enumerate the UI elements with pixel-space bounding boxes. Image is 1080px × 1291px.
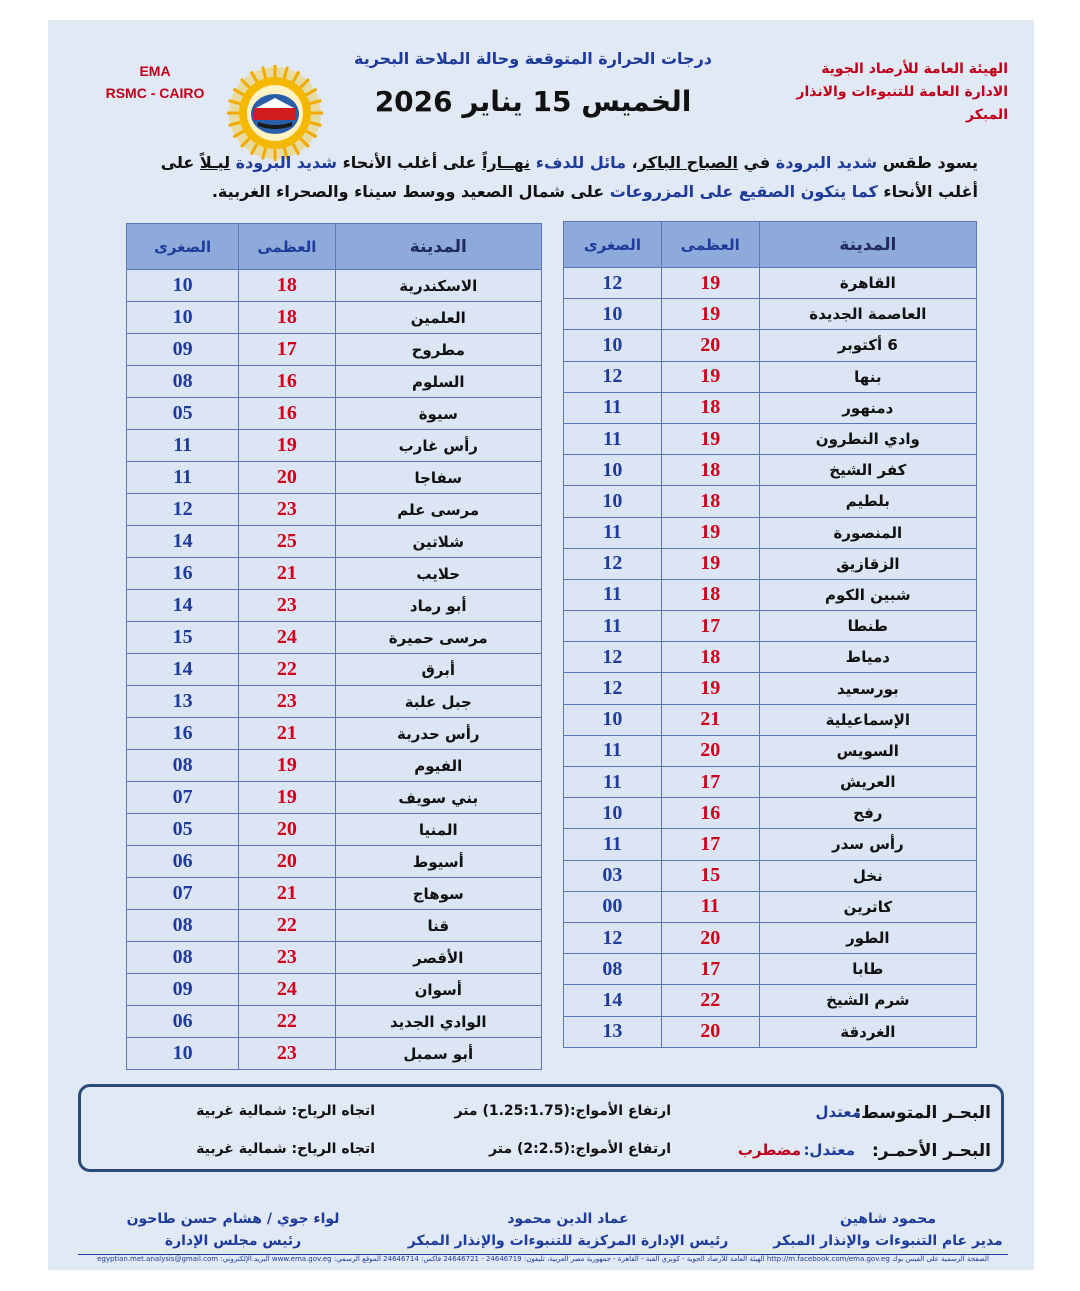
max-temp-cell: 20 xyxy=(239,846,335,878)
table-row xyxy=(564,829,977,860)
summary-underlined: الصباح الباكر xyxy=(637,153,738,172)
table-row xyxy=(127,622,542,654)
max-temp-cell: 18 xyxy=(661,579,759,610)
max-temp-cell: 18 xyxy=(661,642,759,673)
city-cell: بلطيم xyxy=(759,486,976,517)
weather-summary xyxy=(158,148,978,206)
table-header-row xyxy=(564,222,977,268)
min-temp-cell: 03 xyxy=(564,860,662,891)
med-sea-name: البحـر المتوسط: xyxy=(854,1103,991,1123)
min-temp-cell: 06 xyxy=(127,1006,239,1038)
max-temp-cell: 18 xyxy=(239,302,335,334)
min-temp-cell: 10 xyxy=(127,1038,239,1070)
med-sea-state: معتدل xyxy=(815,1103,861,1121)
summary-text: في xyxy=(737,153,776,172)
city-cell: المنصورة xyxy=(759,517,976,548)
city-cell: كاترين xyxy=(759,891,976,922)
table-row xyxy=(564,486,977,517)
min-temp-cell: 08 xyxy=(564,954,662,985)
signature-2-name: عماد الدين محمود xyxy=(507,1211,629,1227)
max-temp-cell: 17 xyxy=(661,611,759,642)
org-line-2: الادارة العامة للتنبوءات والانذار المبكر xyxy=(796,84,1008,123)
min-temp-cell: 12 xyxy=(564,361,662,392)
table-row xyxy=(564,517,977,548)
max-temp-cell: 19 xyxy=(239,750,335,782)
signature-1-name: محمود شاهين xyxy=(839,1211,937,1227)
red-sea-waves: ارتفاع الأمواج:(2:2.5) متر xyxy=(489,1141,671,1157)
max-temp-cell: 19 xyxy=(661,299,759,330)
signature-1-title: مدير عام التنبوءات والإنذار المبكر xyxy=(773,1233,1003,1249)
min-temp-cell: 13 xyxy=(127,686,239,718)
red-sea-name: البحـر الأحمـر: xyxy=(871,1141,991,1161)
city-cell: قنا xyxy=(335,910,541,942)
max-temp-cell: 19 xyxy=(661,673,759,704)
city-cell: الأقصر xyxy=(335,942,541,974)
sea-row-mediterranean xyxy=(81,1097,1001,1133)
max-temp-cell: 17 xyxy=(661,954,759,985)
max-temp-cell: 21 xyxy=(239,558,335,590)
red-sea-wind: اتجاه الرياح: شمالية غربية xyxy=(196,1141,375,1157)
table-row xyxy=(127,910,542,942)
table-row xyxy=(564,767,977,798)
min-temp-cell: 10 xyxy=(564,299,662,330)
city-cell: كفر الشيخ xyxy=(759,455,976,486)
summary-underlined: نهــاراً xyxy=(481,153,531,172)
max-temp-cell: 16 xyxy=(239,398,335,430)
ema-label-block xyxy=(90,60,220,104)
table-row xyxy=(127,526,542,558)
signature-3-name: لواء جوي / هشام حسن طاحون xyxy=(126,1211,340,1227)
table-row xyxy=(564,579,977,610)
table-row xyxy=(564,268,977,299)
max-temp-cell: 17 xyxy=(661,829,759,860)
table-row xyxy=(127,1038,542,1070)
med-sea-wind: اتجاه الرياح: شمالية غربية xyxy=(196,1103,375,1119)
max-temp-cell: 23 xyxy=(239,590,335,622)
max-temp-cell: 21 xyxy=(239,878,335,910)
min-temp-cell: 10 xyxy=(564,455,662,486)
max-temp-cell: 15 xyxy=(661,860,759,891)
min-temp-cell: 12 xyxy=(564,548,662,579)
max-temp-cell: 18 xyxy=(661,392,759,423)
summary-text: على شمال الصعيد ووسط سيناء والصحراء الغربية. xyxy=(211,182,610,201)
signature-3-title: رئيس مجلس الإدارة xyxy=(164,1233,302,1249)
max-temp-cell: 19 xyxy=(239,782,335,814)
min-temp-cell: 08 xyxy=(127,942,239,974)
table-row xyxy=(564,642,977,673)
min-temp-cell: 09 xyxy=(127,334,239,366)
max-temp-cell: 24 xyxy=(239,974,335,1006)
city-cell: شلاتين xyxy=(335,526,541,558)
min-temp-cell: 05 xyxy=(127,398,239,430)
min-temp-cell: 09 xyxy=(127,974,239,1006)
city-cell: دمنهور xyxy=(759,392,976,423)
table-row xyxy=(564,361,977,392)
max-temp-cell: 20 xyxy=(661,735,759,766)
max-temp-cell: 25 xyxy=(239,526,335,558)
city-cell: العاصمة الجديدة xyxy=(759,299,976,330)
table-row xyxy=(127,846,542,878)
signature-2 xyxy=(388,1208,748,1252)
table-header-row xyxy=(127,224,542,270)
table-row xyxy=(564,330,977,361)
signature-3 xyxy=(98,1208,368,1252)
min-temp-cell: 11 xyxy=(564,829,662,860)
summary-highlight: شديد البرودة xyxy=(775,153,878,172)
table-row xyxy=(564,954,977,985)
table-row xyxy=(127,302,542,334)
min-temp-cell: 07 xyxy=(127,782,239,814)
table-row xyxy=(127,878,542,910)
max-temp-cell: 19 xyxy=(661,423,759,454)
city-cell: بورسعيد xyxy=(759,673,976,704)
temperature-table-left xyxy=(126,223,542,1070)
max-temp-cell: 19 xyxy=(239,430,335,462)
min-temp-cell: 12 xyxy=(564,268,662,299)
signature-1 xyxy=(768,1208,1008,1252)
min-temp-cell: 10 xyxy=(564,798,662,829)
table-row xyxy=(127,462,542,494)
max-temp-cell: 22 xyxy=(239,1006,335,1038)
summary-text: ، xyxy=(626,153,638,172)
city-cell: طابا xyxy=(759,954,976,985)
city-cell: مطروح xyxy=(335,334,541,366)
city-cell: سفاجا xyxy=(335,462,541,494)
max-temp-cell: 22 xyxy=(239,910,335,942)
table-row xyxy=(127,654,542,686)
table-row xyxy=(127,686,542,718)
rsmc-label: RSMC - CAIRO xyxy=(105,85,205,101)
table-row xyxy=(127,782,542,814)
table-row xyxy=(127,1006,542,1038)
min-temp-cell: 11 xyxy=(564,392,662,423)
bulletin-sheet xyxy=(48,20,1034,1270)
max-temp-cell: 20 xyxy=(661,330,759,361)
city-cell: العلمين xyxy=(335,302,541,334)
min-temp-cell: 11 xyxy=(564,611,662,642)
city-cell: الغردقة xyxy=(759,1016,976,1047)
min-temp-cell: 07 xyxy=(127,878,239,910)
table-row xyxy=(127,494,542,526)
table-row xyxy=(127,558,542,590)
sea-row-red-sea xyxy=(81,1135,1001,1171)
header-city: المدينة xyxy=(335,224,541,270)
city-cell: أسيوط xyxy=(335,846,541,878)
min-temp-cell: 12 xyxy=(564,922,662,953)
table-row xyxy=(564,392,977,423)
max-temp-cell: 20 xyxy=(661,922,759,953)
min-temp-cell: 11 xyxy=(127,430,239,462)
table-row xyxy=(564,798,977,829)
min-temp-cell: 14 xyxy=(127,526,239,558)
min-temp-cell: 14 xyxy=(127,590,239,622)
city-cell: رأس حدربة xyxy=(335,718,541,750)
city-cell: بنها xyxy=(759,361,976,392)
summary-highlight: شديد البرودة xyxy=(235,153,338,172)
summary-text: على أغلب الأنحاء xyxy=(160,153,978,201)
max-temp-cell: 21 xyxy=(661,704,759,735)
table-row xyxy=(564,673,977,704)
summary-underlined: ليـلاً xyxy=(199,153,231,172)
max-temp-cell: 16 xyxy=(661,798,759,829)
min-temp-cell: 16 xyxy=(127,558,239,590)
min-temp-cell: 10 xyxy=(564,486,662,517)
table-row xyxy=(127,366,542,398)
city-cell: طنطا xyxy=(759,611,976,642)
max-temp-cell: 18 xyxy=(239,270,335,302)
table-row xyxy=(127,430,542,462)
signature-2-title: رئيس الإدارة المركزية للتنبوءات والإنذار المبكر xyxy=(407,1233,729,1249)
title-block xyxy=(328,46,738,122)
summary-text: يسود طقس xyxy=(877,153,978,172)
min-temp-cell: 08 xyxy=(127,750,239,782)
city-cell: حلايب xyxy=(335,558,541,590)
header-min: الصغرى xyxy=(127,224,239,270)
city-cell: أسوان xyxy=(335,974,541,1006)
summary-highlight: مائل للدفء xyxy=(535,153,627,172)
min-temp-cell: 08 xyxy=(127,366,239,398)
min-temp-cell: 11 xyxy=(564,579,662,610)
table-row xyxy=(564,891,977,922)
max-temp-cell: 23 xyxy=(239,1038,335,1070)
min-temp-cell: 11 xyxy=(564,517,662,548)
table-row xyxy=(127,814,542,846)
table-row xyxy=(127,590,542,622)
min-temp-cell: 11 xyxy=(127,462,239,494)
max-temp-cell: 17 xyxy=(661,767,759,798)
min-temp-cell: 16 xyxy=(127,718,239,750)
city-cell: الاسكندرية xyxy=(335,270,541,302)
city-cell: رأس غارب xyxy=(335,430,541,462)
city-cell: بني سويف xyxy=(335,782,541,814)
table-row xyxy=(127,270,542,302)
city-cell: الوادي الجديد xyxy=(335,1006,541,1038)
red-sea-state-rough: مضطرب xyxy=(737,1141,801,1159)
min-temp-cell: 12 xyxy=(564,673,662,704)
min-temp-cell: 11 xyxy=(564,735,662,766)
city-cell: أبرق xyxy=(335,654,541,686)
min-temp-cell: 12 xyxy=(564,642,662,673)
city-cell: السويس xyxy=(759,735,976,766)
table-row xyxy=(564,704,977,735)
med-sea-waves: ارتفاع الأمواج:(1.25:1.75) متر xyxy=(454,1103,671,1119)
signatures-block xyxy=(88,1208,1008,1254)
organization-block xyxy=(768,58,1008,127)
city-cell: 6 أكتوبر xyxy=(759,330,976,361)
city-cell: الطور xyxy=(759,922,976,953)
table-row xyxy=(564,985,977,1016)
temperature-table-right xyxy=(563,221,977,1048)
table-row xyxy=(127,974,542,1006)
city-cell: الزقازيق xyxy=(759,548,976,579)
table-row xyxy=(564,548,977,579)
header-max: العظمى xyxy=(661,222,759,268)
bulletin-date-title: الخميس 15 يناير 2026 xyxy=(374,85,692,118)
header-city: المدينة xyxy=(759,222,976,268)
max-temp-cell: 17 xyxy=(239,334,335,366)
max-temp-cell: 18 xyxy=(661,486,759,517)
table-row xyxy=(564,299,977,330)
max-temp-cell: 22 xyxy=(239,654,335,686)
min-temp-cell: 14 xyxy=(564,985,662,1016)
city-cell: سيوة xyxy=(335,398,541,430)
city-cell: مرسى حميرة xyxy=(335,622,541,654)
min-temp-cell: 14 xyxy=(127,654,239,686)
min-temp-cell: 10 xyxy=(127,270,239,302)
min-temp-cell: 06 xyxy=(127,846,239,878)
max-temp-cell: 23 xyxy=(239,942,335,974)
max-temp-cell: 19 xyxy=(661,361,759,392)
city-cell: الفيوم xyxy=(335,750,541,782)
min-temp-cell: 15 xyxy=(127,622,239,654)
header-min: الصغرى xyxy=(564,222,662,268)
table-row xyxy=(127,398,542,430)
min-temp-cell: 10 xyxy=(564,704,662,735)
city-cell: نخل xyxy=(759,860,976,891)
city-cell: جبل علبة xyxy=(335,686,541,718)
city-cell: رأس سدر xyxy=(759,829,976,860)
max-temp-cell: 21 xyxy=(239,718,335,750)
max-temp-cell: 20 xyxy=(239,814,335,846)
max-temp-cell: 23 xyxy=(239,494,335,526)
table-row xyxy=(127,942,542,974)
table-row xyxy=(564,735,977,766)
min-temp-cell: 13 xyxy=(564,1016,662,1047)
max-temp-cell: 19 xyxy=(661,517,759,548)
min-temp-cell: 10 xyxy=(127,302,239,334)
min-temp-cell: 12 xyxy=(127,494,239,526)
max-temp-cell: 19 xyxy=(661,268,759,299)
city-cell: العريش xyxy=(759,767,976,798)
max-temp-cell: 18 xyxy=(661,455,759,486)
table-row xyxy=(127,334,542,366)
city-cell: المنيا xyxy=(335,814,541,846)
max-temp-cell: 16 xyxy=(239,366,335,398)
table-row xyxy=(564,1016,977,1047)
table-row xyxy=(564,423,977,454)
max-temp-cell: 23 xyxy=(239,686,335,718)
min-temp-cell: 10 xyxy=(564,330,662,361)
min-temp-cell: 05 xyxy=(127,814,239,846)
table-row xyxy=(564,922,977,953)
city-cell: وادي النطرون xyxy=(759,423,976,454)
table-row xyxy=(127,718,542,750)
header-max: العظمى xyxy=(239,224,335,270)
min-temp-cell: 00 xyxy=(564,891,662,922)
city-cell: سوهاج xyxy=(335,878,541,910)
table-row xyxy=(127,750,542,782)
sea-state-box xyxy=(78,1084,1004,1172)
max-temp-cell: 24 xyxy=(239,622,335,654)
min-temp-cell: 08 xyxy=(127,910,239,942)
table-row xyxy=(564,455,977,486)
ema-label: EMA xyxy=(139,63,171,79)
table-row xyxy=(564,611,977,642)
city-cell: مرسى علم xyxy=(335,494,541,526)
city-cell: السلوم xyxy=(335,366,541,398)
max-temp-cell: 11 xyxy=(661,891,759,922)
max-temp-cell: 20 xyxy=(661,1016,759,1047)
org-line-1: الهيئة العامة للأرصاد الجوية xyxy=(821,61,1008,77)
max-temp-cell: 22 xyxy=(661,985,759,1016)
city-cell: رفح xyxy=(759,798,976,829)
city-cell: شبين الكوم xyxy=(759,579,976,610)
city-cell: شرم الشيخ xyxy=(759,985,976,1016)
city-cell: القاهرة xyxy=(759,268,976,299)
min-temp-cell: 11 xyxy=(564,423,662,454)
city-cell: أبو سمبل xyxy=(335,1038,541,1070)
bulletin-subtitle: درجات الحرارة المتوقعة وحالة الملاحة البحرية xyxy=(353,49,712,68)
min-temp-cell: 11 xyxy=(564,767,662,798)
summary-text: على أغلب الأنحاء xyxy=(337,153,482,172)
city-cell: الإسماعيلية xyxy=(759,704,976,735)
city-cell: أبو رماد xyxy=(335,590,541,622)
max-temp-cell: 20 xyxy=(239,462,335,494)
table-row xyxy=(564,860,977,891)
footer-contact-line: الصفحة الرسمية على الفيس بوك http://m.facebook.com/ema.gov.eg الهيئة العامة للأرصاد الجوية - كوبري القبة - القاهرة - جمهورية مصر العربية، تليفون: 24646719 - 24646721 فاكس: 24646714 الموقع الرسمي: www.ema.gov.eg البريد الإلكتروني: egyptian.met.analysis@gmail.com xyxy=(78,1254,1008,1266)
max-temp-cell: 19 xyxy=(661,548,759,579)
summary-highlight: كما يتكون الصقيع على المزروعات xyxy=(609,182,878,201)
city-cell: دمياط xyxy=(759,642,976,673)
red-sea-state: معتدل: xyxy=(803,1141,855,1159)
